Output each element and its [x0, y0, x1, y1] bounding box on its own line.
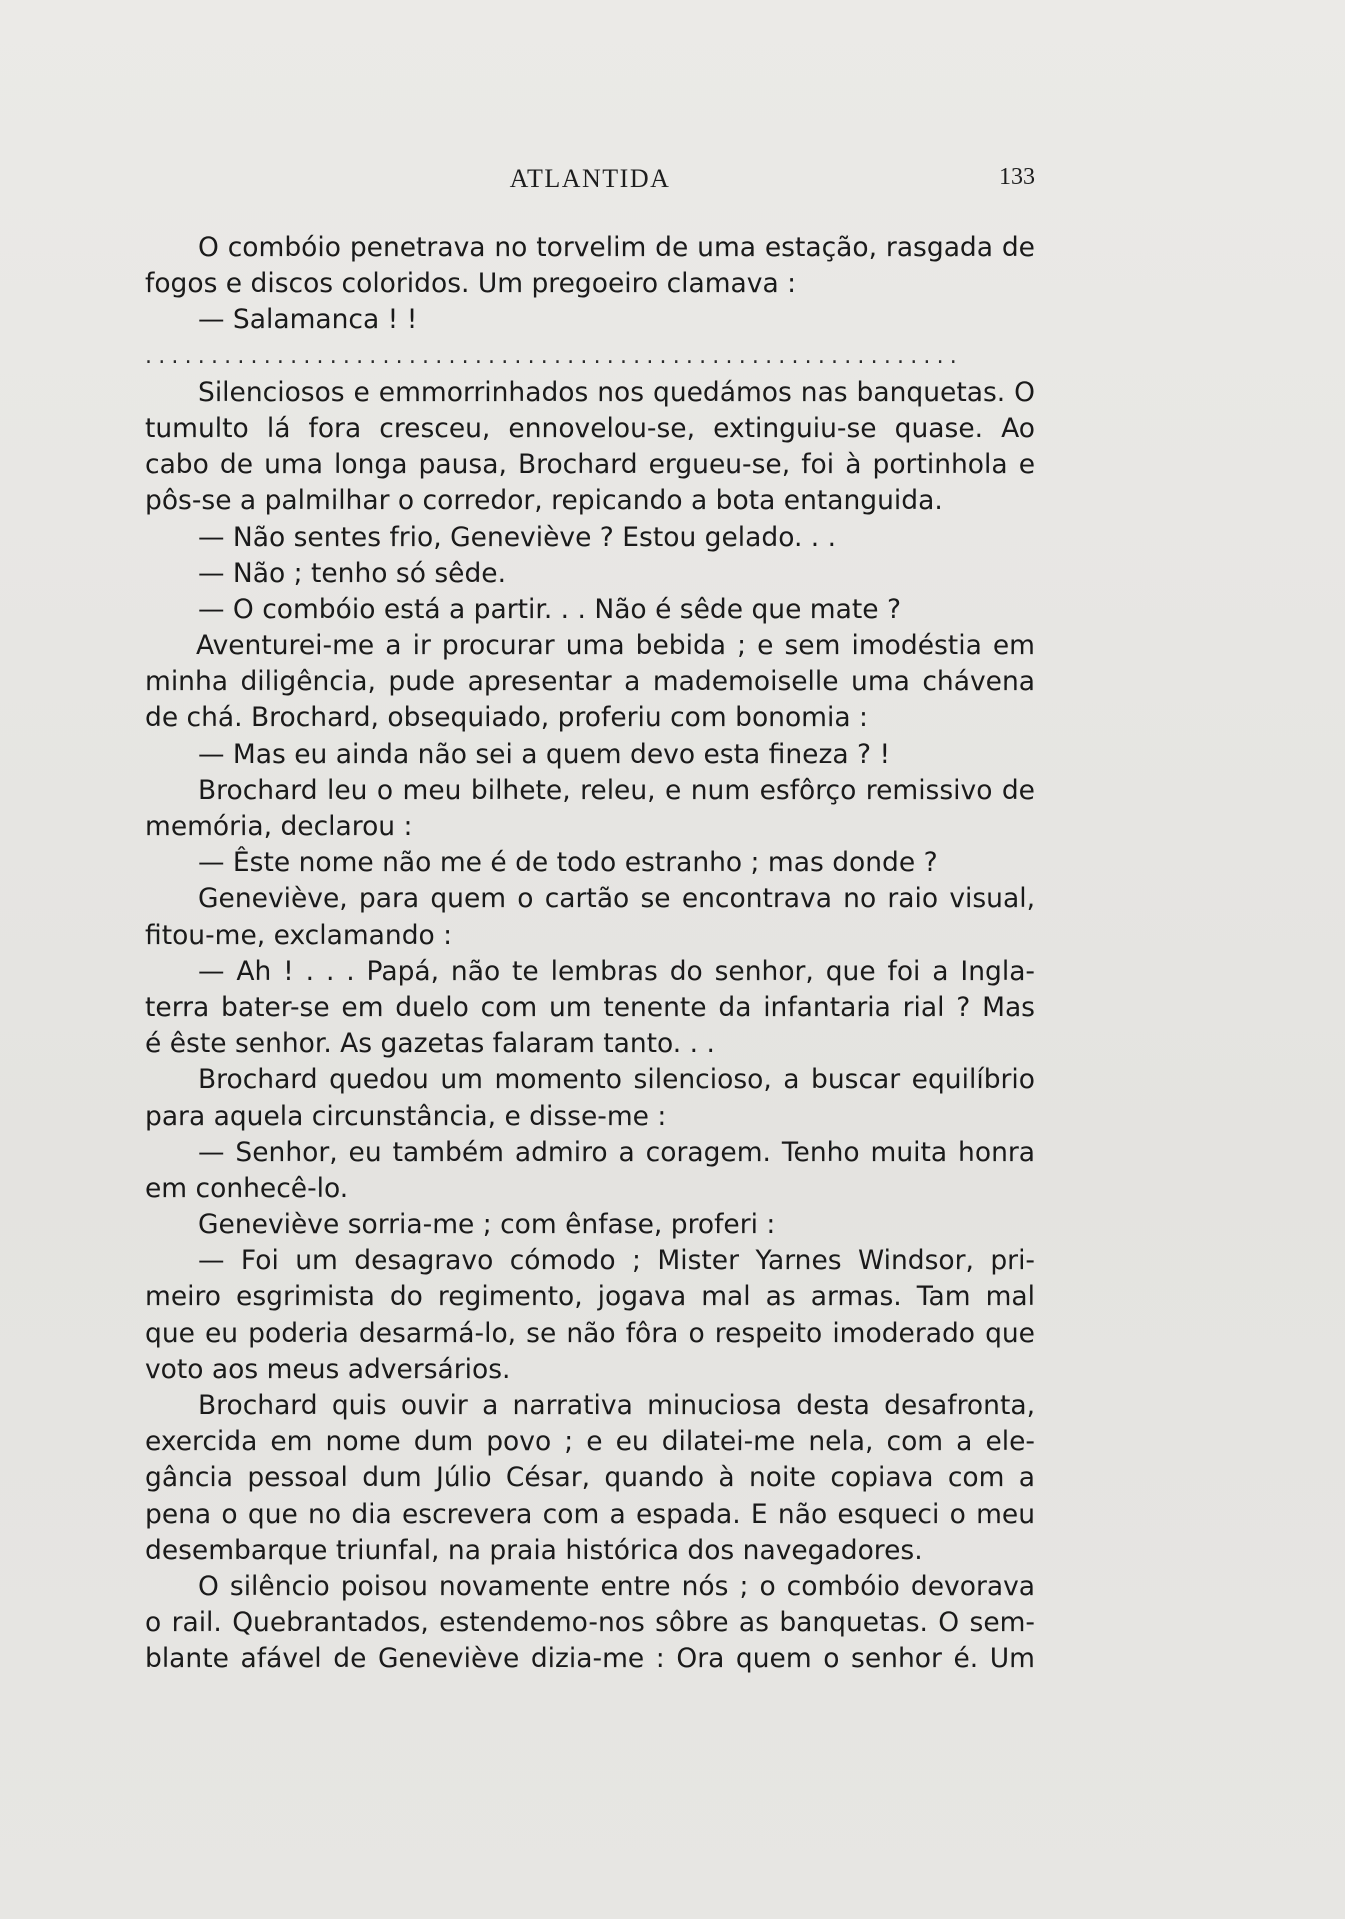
text-line: — Salamanca ! ! [198, 304, 418, 336]
text-line: minha diligência, pude apresentar a mademoiselle uma chávena [145, 666, 1035, 698]
text-line: — Mas eu ainda não sei a quem devo esta fineza ? ! [198, 738, 891, 770]
section-separator: .............................................................. [145, 343, 963, 369]
text-line: — Ah ! . . . Papá, não te lembras do senhor, que foi a Ingla- [198, 955, 1035, 987]
text-line: O combóio penetrava no torvelim de uma estação, rasgada de [198, 232, 1035, 263]
text-line: — O combóio está a partir. . . Não é sêde que mate ? [198, 593, 902, 625]
text-line: Brochard quedou um momento silencioso, a buscar equilíbrio [198, 1064, 1035, 1096]
text-line: fitou-me, exclamando : [145, 919, 453, 951]
text-line: fogos e discos coloridos. Um pregoeiro clamava : [145, 268, 797, 300]
text-line: para aquela circunstância, e disse-me : [145, 1100, 667, 1132]
running-title: ATLANTIDA [509, 164, 671, 193]
text-line: em conhecê-lo. [145, 1172, 349, 1204]
text-line: Geneviève sorria-me ; com ênfase, proferi : [198, 1209, 776, 1241]
text-line: Geneviève, para quem o cartão se encontrava no raio visual, [198, 883, 1035, 915]
text-line: Silenciosos e emmorrinhados nos quedámos nas banquetas. O [198, 376, 1035, 408]
text-line: voto aos meus adversários. [145, 1353, 511, 1385]
text-line: — Senhor, eu também admiro a coragem. Tenho muita honra [198, 1136, 1035, 1168]
text-line: que eu poderia desarmá-lo, se não fôra o respeito imoderado que [145, 1317, 1035, 1349]
page-header [145, 160, 1035, 200]
text-line: O silêncio poisou novamente entre nós ; o combóio devorava [198, 1570, 1035, 1602]
text-line: de chá. Brochard, obsequiado, proferiu com bonomia : [145, 702, 868, 734]
text-line: Brochard leu o meu bilhete, releu, e num esfôrço remissivo de [198, 774, 1035, 806]
text-line: desembarque triunfal, na praia histórica dos navegadores. [145, 1534, 923, 1566]
body-text [145, 230, 1035, 1678]
text-line: Brochard quis ouvir a narrativa minuciosa desta desafronta, [198, 1390, 1035, 1421]
text-line: o rail. Quebrantados, estendemo-nos sôbre as banquetas. O sem- [145, 1607, 1035, 1639]
text-line: — Foi um desagravo cómodo ; Mister Yarnes Windsor, pri- [198, 1245, 1035, 1277]
text-line: pôs-se a palmilhar o corredor, repicando a bota entanguida. [145, 485, 943, 517]
text-line: pena o que no dia escrevera com a espada. E não esqueci o meu [145, 1498, 1035, 1530]
text-line: Aventurei-me a ir procurar uma bebida ; e sem imodéstia em [196, 630, 1035, 662]
text-line: é êste senhor. As gazetas falaram tanto. . . [145, 1028, 715, 1060]
text-line: — Não ; tenho só sêde. [198, 557, 506, 589]
text-line: cabo de uma longa pausa, Brochard ergueu-se, foi à portinhola e [145, 449, 1035, 481]
text-line: — Não sentes frio, Geneviève ? Estou gelado. . . [198, 521, 837, 553]
text-line: — Êste nome não me é de todo estranho ; mas donde ? [198, 847, 938, 879]
text-line: terra bater-se em duelo com um tenente da infantaria rial ? Mas [145, 991, 1035, 1023]
text-line: blante afável de Geneviève dizia-me : Ora quem o senhor é. Um [145, 1643, 1035, 1675]
text-line: exercida em nome dum povo ; e eu dilatei-me nela, com a ele- [145, 1426, 1035, 1458]
text-line: memória, declarou : [145, 811, 413, 842]
text-line: gância pessoal dum Júlio César, quando à noite copiava com a [145, 1462, 1035, 1494]
text-line: meiro esgrimista do regimento, jogava mal as armas. Tam mal [145, 1281, 1035, 1313]
page-number: 133 [999, 164, 1035, 190]
text-line: tumulto lá fora cresceu, ennovelou-se, extinguiu-se quase. Ao [145, 412, 1035, 444]
